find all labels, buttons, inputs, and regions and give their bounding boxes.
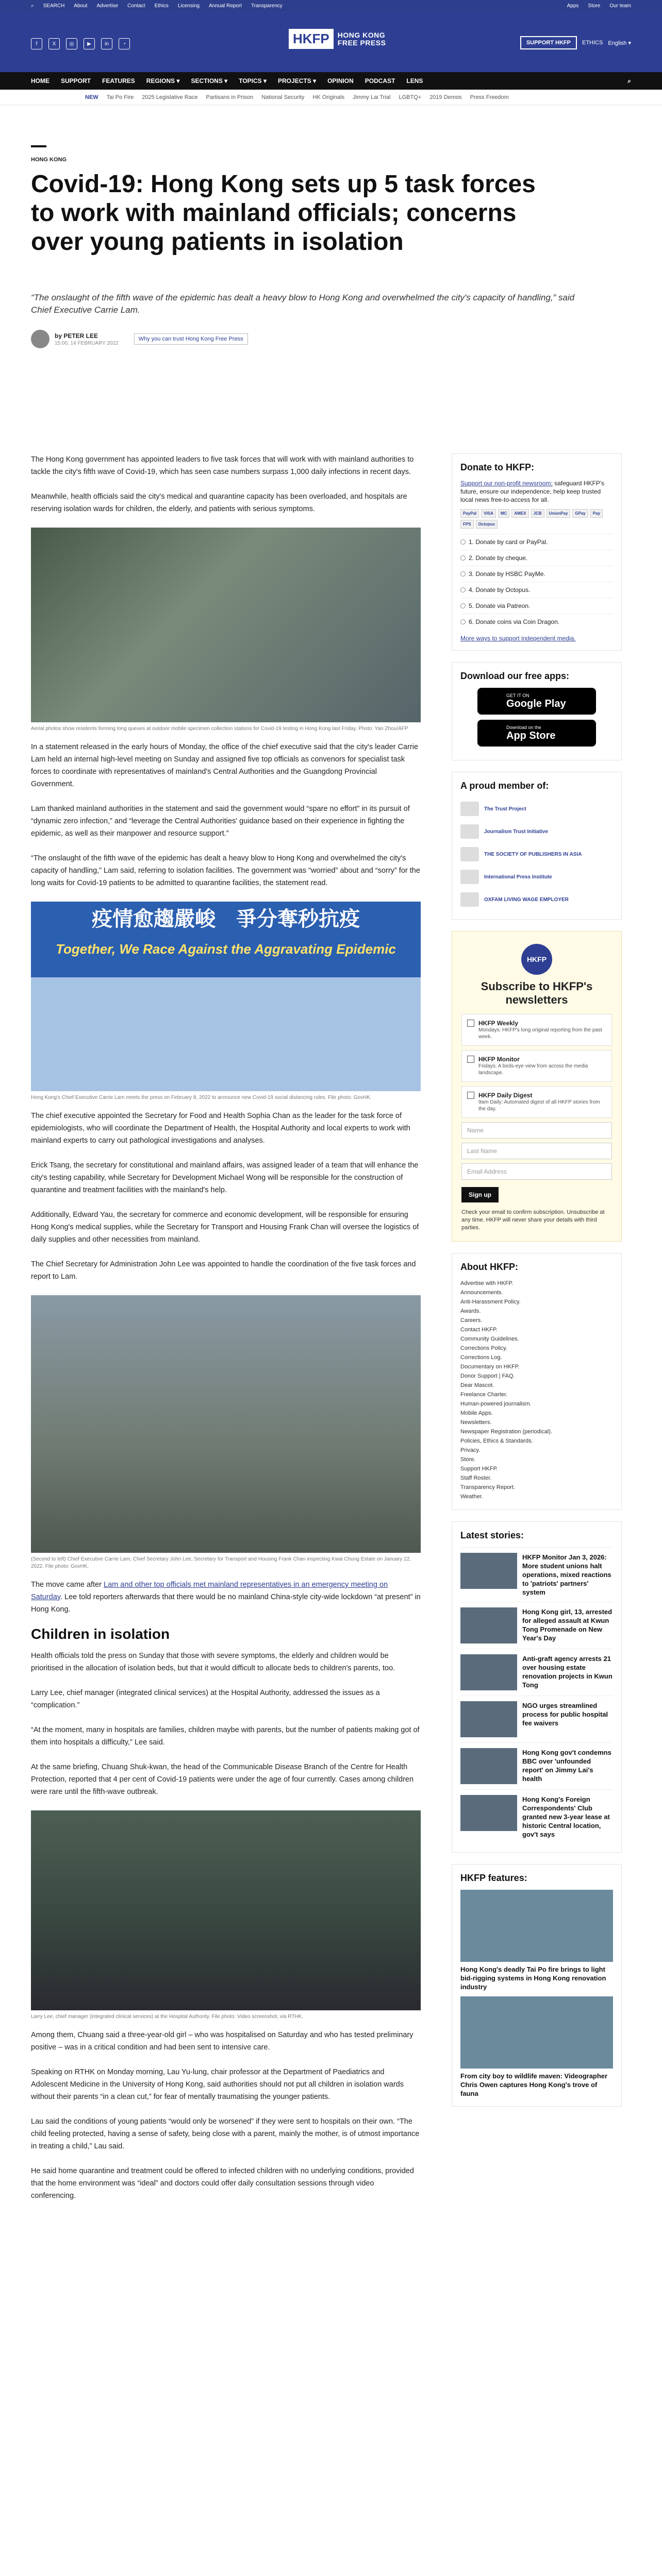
paragraph: Meanwhile, health officials said the city's medical and quarantine capacity has been overloaded, and hospitals are reserving isolation wards for children, the elderly, and patients with serious symptoms. [31,493,407,513]
features-widget [452,1864,622,2107]
figure [31,528,421,733]
about-link[interactable]: Contact HKFP. [460,1327,498,1333]
newsletter-option[interactable]: HKFP Weekly Mondays: HKFP's long original reporting from the past week. [461,1014,612,1046]
top-utility-bar [0,0,662,11]
donate-option[interactable]: 5. Donate via Patreon. [460,598,613,614]
about-link[interactable]: Support HKFP. [460,1466,498,1472]
features-title: HKFP features: [460,1873,527,1883]
nav-lens[interactable]: LENS [406,77,423,84]
member-logo[interactable]: THE SOCIETY OF PUBLISHERS IN ASIA [460,843,613,866]
x-icon[interactable]: X [48,38,60,49]
instagram-icon[interactable]: ◎ [66,38,77,49]
paragraph: He said home quarantine and treatment could be offered to infected children with no underlying conditions, provided that the home environment was “ideal” and doctors could offer daily consultation sessions through video conferencing. [31,2167,414,2200]
caption: Hong Kong's Chief Executive Carrie Lam meets the press on February 8, 2022 to announce new Covid-19 social distancing rules. File photo: GovHK. [31,1095,372,1100]
about-link[interactable]: Policies, Ethics & Standards. [460,1438,533,1444]
figure [31,1295,421,1570]
payment-icon: Pay [590,509,603,518]
about-link[interactable]: Weather. [460,1494,483,1500]
caption: Larry Lee, chief manager (integrated clinical services) at the Hospital Authority. File photo: Video screenshot, via RTHK. [31,2014,304,2020]
about-link[interactable]: Store. [460,1456,476,1463]
site-logo[interactable] [289,29,389,49]
first-name-input[interactable]: Name [461,1122,612,1139]
membership-widget [452,772,622,920]
figure [31,1810,421,2021]
banner-english: Together, We Race Against the Aggravating Epidemic [56,941,396,957]
topbar-our-team[interactable]: Our team [609,3,631,9]
nav-home[interactable]: HOME [31,77,49,84]
donate-option[interactable]: 4. Donate by Octopus. [460,582,613,598]
paragraph: Lam thanked mainland authorities in the statement and said the government would “spare no effort” in its pursuit of “dynamic zero infection,” and “leverage the Central Authorities' guidance based on their experience in fighting the epidemic, as well as their manpower and resource support.” [31,805,410,838]
paragraph: “At the moment, many in hospitals are families, children maybe with parents, but the number of patients making got of them into hospitals a difficulty,” Lee said. [31,1726,420,1747]
byline [31,330,248,348]
nav-opinion[interactable]: OPINION [327,77,354,84]
about-link[interactable]: Staff Roster. [460,1475,492,1481]
estate-inspection-photo [31,1295,421,1553]
newsletter-note: Check your email to confirm subscription. Unsubscribe at any time. HKFP will never share your details with third parties. [461,1209,605,1231]
paragraph: At the same briefing, Chuang Shuk-kwan, the head of the Communicable Disease Branch of the Centre for Health Protection, reported that 4 per cent of Covid-19 patients were under the age of four currently. Cases among children were rare until the fifth-wave outbreak. [31,1763,414,1796]
about-link[interactable]: Donor Support | FAQ. [460,1373,515,1379]
about-link[interactable]: Documentary on HKFP. [460,1364,520,1370]
paragraph: The chief executive appointed the Secretary for Food and Health Sophia Chan as the leader for the task force of epidemiologists, who will coordinate the Department of Health, the Hospital Authority and local experts to work with mainland experts to carry out pathological investigations and analyses. [31,1112,410,1145]
paragraph: Lau said the conditions of young patients “would only be worsened” if they were sent to hospitals on their own. “The child feeling protected, having a sense of safety, being close with a parent, mainly the mother, is of utmost importance in treating a child,” Lau said. [31,2117,420,2150]
topbar-annual-report[interactable]: Annual Report [209,3,242,9]
ethics-link[interactable]: ETHICS [582,40,603,46]
about-link[interactable]: Careers. [460,1317,483,1324]
payment-icon: JCB [531,509,544,518]
about-link[interactable]: Corrections Policy. [460,1345,507,1351]
nav-support[interactable]: SUPPORT [61,77,91,84]
paragraph: The Hong Kong government has appointed leaders to five task forces that will work with with mainland authorities to tackle the city's fifth wave of Covid-19, which has seen case numbers surpass 1,000 daily infections in recent days. [31,455,414,476]
press-conference-photo [31,902,421,1091]
support-hkfp-button[interactable]: SUPPORT HKFP [520,36,577,49]
aerial-queue-photo [31,528,421,722]
about-link[interactable]: Mobile Apps. [460,1410,493,1416]
header-actions [520,36,631,49]
youtube-icon[interactable]: ▶ [84,38,95,49]
newsletter-title: Subscribe to HKFP's newsletters [481,980,593,1006]
signup-button[interactable]: Sign up [461,1187,499,1202]
trending-item[interactable]: Jimmy Lai Trial [353,94,391,100]
about-link[interactable]: Announcements. [460,1290,503,1296]
topbar-transparency[interactable]: Transparency [251,3,283,9]
logo-mark: HKFP [289,29,334,49]
larry-lee-photo [31,1810,421,2010]
trending-bar [0,90,662,105]
app-store-button[interactable]: Download on the App Store [477,720,596,747]
topbar-ethics[interactable]: Ethics [154,3,169,9]
payment-icon: VISA [481,509,496,518]
about-link[interactable]: Human-powered journalism. [460,1401,532,1407]
last-name-input[interactable]: Last Name [461,1143,612,1159]
nav-topics[interactable]: TOPICS ▾ [239,77,267,84]
rss-icon[interactable]: ◔ [119,38,130,49]
apps-widget [452,662,622,760]
paragraph: In a statement released in the early hours of Monday, the office of the chief executive said that the city's leader Carrie Lam held an internal high-level meeting on Sunday and assigned five top officials as convenors for specialist task forces to coordinate with representatives of mainland's Central Authorities and the Guangdong Provincial Government. [31,743,419,788]
feature-story[interactable]: From city boy to wildlife maven: Videographer Chris Owen captures Hong Kong's trove of fauna [460,1996,613,2098]
about-link[interactable]: Community Guidelines. [460,1336,519,1342]
article-headline: Covid-19: Hong Kong sets up 5 task forces to work with mainland officials; concerns over young patients in isolation [31,171,536,256]
payment-icon: PayPal [460,509,479,518]
trending-item[interactable]: LGBTQ+ [399,94,422,100]
paragraph: Additionally, Edward Yau, the secretary for commerce and economic development, will be responsible for ensuring Hong Kong's medical supplies, while the Secretary for Transport and Housing Frank Chan will oversee the logistics of daily supplies and other necessities from mainland. [31,1211,419,1244]
paragraph: The move came after Lam and other top officials met mainland representatives in an emergency meeting on Saturday. Lee told reporters afterwards that there would be no mainland China-style city-wide lockdown “at present” in Hong Kong. [31,1581,421,1614]
latest-story[interactable]: Hong Kong girl, 13, arrested for alleged assault at Kwun Tong Promenade on New Year's Day [460,1602,613,1649]
donate-option[interactable]: 2. Donate by cheque. [460,550,613,566]
payment-icon: UnionPay [547,509,571,518]
article-body [31,453,421,2214]
donate-option[interactable]: 3. Donate by HSBC PayMe. [460,566,613,582]
paragraph: “The onslaught of the fifth wave of the epidemic has dealt a heavy blow to Hong Kong and overwhelmed the city's capacity of handling,” Lam said, referring to isolation facilities. The government was “worried” about and “sorry” for the long waits for Covid-19 patients to be admitted to quarantine facilities, the statement read. [31,854,420,887]
about-link[interactable]: Dear Mascot. [460,1382,494,1388]
kicker-divider [31,145,46,147]
about-link[interactable]: Anti-Harassment Policy. [460,1299,521,1305]
trending-item[interactable]: Partisans in Prison [206,94,254,100]
trending-label: NEW [85,94,98,100]
trending-item[interactable]: National Security [261,94,305,100]
latest-story[interactable]: Hong Kong gov't condemns BBC over 'unfounded report' on Jimmy Lai's health [460,1742,613,1789]
paragraph: Speaking on RTHK on Monday morning, Lau Yu-lung, chair professor at the Department of Paediatrics and Adolescent Medicine in the University of Hong Kong, said authorities should not put all children in isolation wards without their parents “in a clean cut,” for fear of mentally traumatising the younger patients. [31,2068,404,2101]
latest-story[interactable]: HKFP Monitor Jan 3, 2026: More student unions halt operations, mixed reactions to 'patriots' partners' system [460,1547,613,1602]
topbar-about[interactable]: About [74,3,88,9]
trust-button[interactable]: Why you can trust Hong Kong Free Press [134,333,248,345]
paragraph: Larry Lee, chief manager (integrated clinical services) at the Hospital Authority, addressed the issues as a “complication.” [31,1689,380,1709]
search-icon[interactable]: ⌕ [31,3,34,9]
search-link[interactable]: SEARCH [43,3,65,9]
figure [31,902,421,1101]
nav-sections[interactable]: SECTIONS ▾ [191,77,228,84]
latest-story[interactable]: Anti-graft agency arrests 21 over housing estate renovation projects in Kwun Tong [460,1649,613,1696]
paragraph: Erick Tsang, the secretary for constitutional and mainland affairs, was assigned leader of a team that will enhance the city's testing capability, while Secretary for Development Michael Wong will be responsible for the construction of quarantine and treatment facilities with the mainland's help. [31,1161,419,1194]
emergency-meeting-link[interactable]: Lam and other top officials met mainland representatives in an emergency meeting on Saturday [31,1581,388,1601]
caption: (Second to left) Chief Executive Carrie Lam, Chief Secretary John Lee, Secretary for Transport and Housing Frank Chan inspecting Kwai Chung Estate on January 22, 2022. File photo: GovHK. [31,1556,411,1569]
author-avatar [31,330,49,348]
payment-icon: Octopus [476,520,498,529]
newsletter-logo: HKFP [521,944,552,975]
donate-link[interactable]: Support our non-profit newsroom: [460,480,553,487]
trending-item[interactable]: 2019 Demos [429,94,462,100]
trending-item[interactable]: HK Originals [312,94,345,100]
caption: Aerial photos show residents forming long queues at outdoor mobile specimen collection stations for Covid-19 testing in Hong Kong last Friday. Photo: Yan Zhou/AFP [31,726,408,732]
trending-item[interactable]: Tai Po Fire [106,94,134,100]
newsletter-option[interactable]: HKFP Monitor Fridays: A birds-eye view from across the media landscape. [461,1050,612,1082]
donate-title: Donate to HKFP: [460,462,534,472]
article-intro: “The onslaught of the fifth wave of the epidemic has dealt a heavy blow to Hong Kong and overwhelmed the city's capacity of handling,” said Chief Executive Carrie Lam. [31,293,575,315]
payment-methods [460,509,613,529]
donate-option[interactable]: 1. Donate by card or PayPal. [460,534,613,550]
trending-item[interactable]: Press Freedom [470,94,509,100]
latest-story[interactable]: NGO urges streamlined process for public hospital fee waivers [460,1696,613,1742]
topbar-contact[interactable]: Contact [127,3,145,9]
topbar-licensing[interactable]: Licensing [177,3,200,9]
about-link[interactable]: Awards. [460,1308,481,1314]
sidebar [452,453,622,2118]
about-link[interactable]: Advertise with HKFP. [460,1280,514,1286]
about-link[interactable]: Freelance Charter. [460,1392,508,1398]
facebook-icon[interactable]: f [31,38,42,49]
section-heading: Children in isolation [31,1626,170,1642]
payment-icon: GPay [572,509,588,518]
email-input[interactable]: Email Address [461,1163,612,1180]
apps-title: Download our free apps: [460,671,570,681]
nav-features[interactable]: FEATURES [102,77,135,84]
about-link[interactable]: Newspaper Registration (periodical). [460,1429,552,1435]
latest-title: Latest stories: [460,1530,524,1540]
paragraph: Among them, Chuang said a three-year-old girl – who was hospitalised on Saturday and who has tested preliminary positive – was in a critical condition and had been sent to intensive care. [31,2031,413,2052]
about-title: About HKFP: [460,1262,518,1272]
member-logo[interactable]: Journalism Trust Initiative [460,820,613,843]
member-title: A proud member of: [460,781,549,791]
payment-icon: AMEX [511,509,528,518]
banner-chinese: 疫情愈趨嚴峻 爭分奪秒抗疫 [92,908,360,930]
logo-text: HONG KONG FREE PRESS [337,30,386,47]
paragraph: The Chief Secretary for Administration John Lee was appointed to handle the coordination of the five task forces and report to Lam. [31,1260,416,1281]
donate-option[interactable]: 6. Donate coins via Coin Dragon. [460,614,613,630]
trending-item[interactable]: 2025 Legislative Race [142,94,198,100]
nav-projects[interactable]: PROJECTS ▾ [278,77,317,84]
more-ways-link[interactable]: More ways to support independent media. [460,635,576,642]
latest-stories-widget [452,1521,622,1853]
topbar-apps[interactable]: Apps [567,3,579,9]
main-nav [0,72,662,90]
nav-podcast[interactable]: PODCAST [365,77,395,84]
donate-text: safeguard HKFP's future, ensure our independence, help keep trusted local news free-to-access for all. [460,480,605,503]
language-select[interactable]: English ▾ [608,40,631,46]
member-logo[interactable]: The Trust Project [460,798,613,820]
donate-widget [452,453,622,651]
publish-date: 15:00, 14 FEBRUARY 2022 [55,340,119,346]
social-links [31,38,130,49]
about-link[interactable]: Corrections Log. [460,1354,502,1361]
member-logo[interactable]: International Press Institute [460,866,613,888]
feature-story[interactable]: Hong Kong's deadly Tai Po fire brings to light bid-rigging systems in Hong Kong renovation industry [460,1890,613,1991]
google-play-button[interactable]: GET IT ON Google Play [477,688,596,715]
site-header [0,11,662,72]
newsletter-widget [452,931,622,1242]
nav-regions[interactable]: REGIONS ▾ [146,77,180,84]
newsletter-option[interactable]: HKFP Daily Digest 9am Daily: Automated digest of all HKFP stories from the day. [461,1086,612,1118]
nav-search-icon[interactable]: ⌕ [627,77,631,84]
author-name[interactable]: by PETER LEE [55,332,98,340]
payment-icon: FPS [460,520,474,529]
about-link[interactable]: Newsletters. [460,1419,492,1426]
latest-story[interactable]: Hong Kong's Foreign Correspondents' Club granted new 3-year lease at historic Central location, gov't says [460,1789,613,1844]
paragraph: Health officials told the press on Sunday that those with severe symptoms, the elderly and children would be prioritised in the allocation of isolation beds, but that it would difficult to allocate beds to children's parents, too. [31,1652,395,1672]
linkedin-icon[interactable]: in [101,38,112,49]
about-list [460,1279,613,1501]
article-category[interactable]: HONG KONG [31,157,67,163]
about-link[interactable]: Privacy. [460,1447,481,1453]
about-link[interactable]: Transparency Report. [460,1484,515,1490]
topbar-store[interactable]: Store [588,3,601,9]
about-widget [452,1253,622,1510]
member-logo[interactable]: OXFAM LIVING WAGE EMPLOYER [460,888,613,911]
payment-icon: MC [498,509,509,518]
topbar-advertise[interactable]: Advertise [96,3,119,9]
